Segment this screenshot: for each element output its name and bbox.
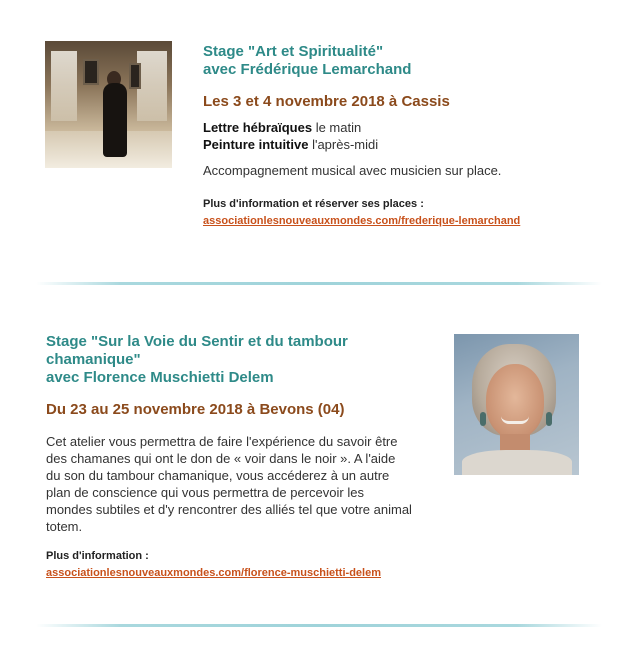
- event-music-note: Accompagnement musical avec musicien sur place.: [203, 163, 502, 178]
- schedule-time: le matin: [312, 120, 362, 135]
- description-line: Cet atelier vous permettra de faire l'expérience du savoir être: [46, 434, 398, 449]
- schedule-line: [203, 136, 378, 153]
- event-schedule: [203, 119, 378, 153]
- event-photo-florence: [454, 334, 579, 475]
- schedule-line: [203, 119, 378, 136]
- description-line: plan de conscience qui vous permettra de percevoir les: [46, 485, 364, 500]
- event-title-line: avec Florence Muschietti Delem: [46, 369, 274, 386]
- event-section-voie-du-sentir: [0, 290, 636, 620]
- event-section-art-spiritualite: [0, 0, 636, 280]
- event-date: Les 3 et 4 novembre 2018 à Cassis: [203, 93, 450, 110]
- event-description: [46, 433, 412, 535]
- description-line: du son du tambour chamanique, vous accéderez à un autre: [46, 468, 390, 483]
- event-title: [203, 43, 411, 79]
- event-link[interactable]: associationlesnouveauxmondes.com/frederique-lemarchand: [203, 215, 521, 227]
- event-title-line: chamanique": [46, 351, 141, 368]
- info-label: Plus d'information et réserver ses places :: [203, 198, 424, 210]
- event-title: [46, 333, 348, 387]
- event-date: Du 23 au 25 novembre 2018 à Bevons (04): [46, 401, 345, 418]
- event-title-line: avec Frédérique Lemarchand: [203, 61, 412, 78]
- event-photo-frederique: [45, 41, 172, 168]
- info-label: Plus d'information :: [46, 550, 149, 562]
- schedule-topic: Lettre hébraïques: [203, 120, 313, 135]
- description-line: mondes subtiles et d'y rencontrer des alliés tel que votre animal: [46, 502, 412, 517]
- event-link[interactable]: associationlesnouveauxmondes.com/florence-muschietti-delem: [46, 567, 381, 579]
- event-title-line: Stage "Art et Spiritualité": [203, 43, 384, 60]
- schedule-time: l'après-midi: [308, 137, 379, 152]
- schedule-topic: Peinture intuitive: [203, 137, 309, 152]
- event-title-line: Stage "Sur la Voie du Sentir et du tambour: [46, 333, 348, 350]
- description-line: totem.: [46, 519, 83, 534]
- section-divider: [36, 624, 602, 627]
- description-line: des chamanes qui ont le don de « voir dans le noir ». A l'aide: [46, 451, 396, 466]
- section-divider: [36, 282, 602, 285]
